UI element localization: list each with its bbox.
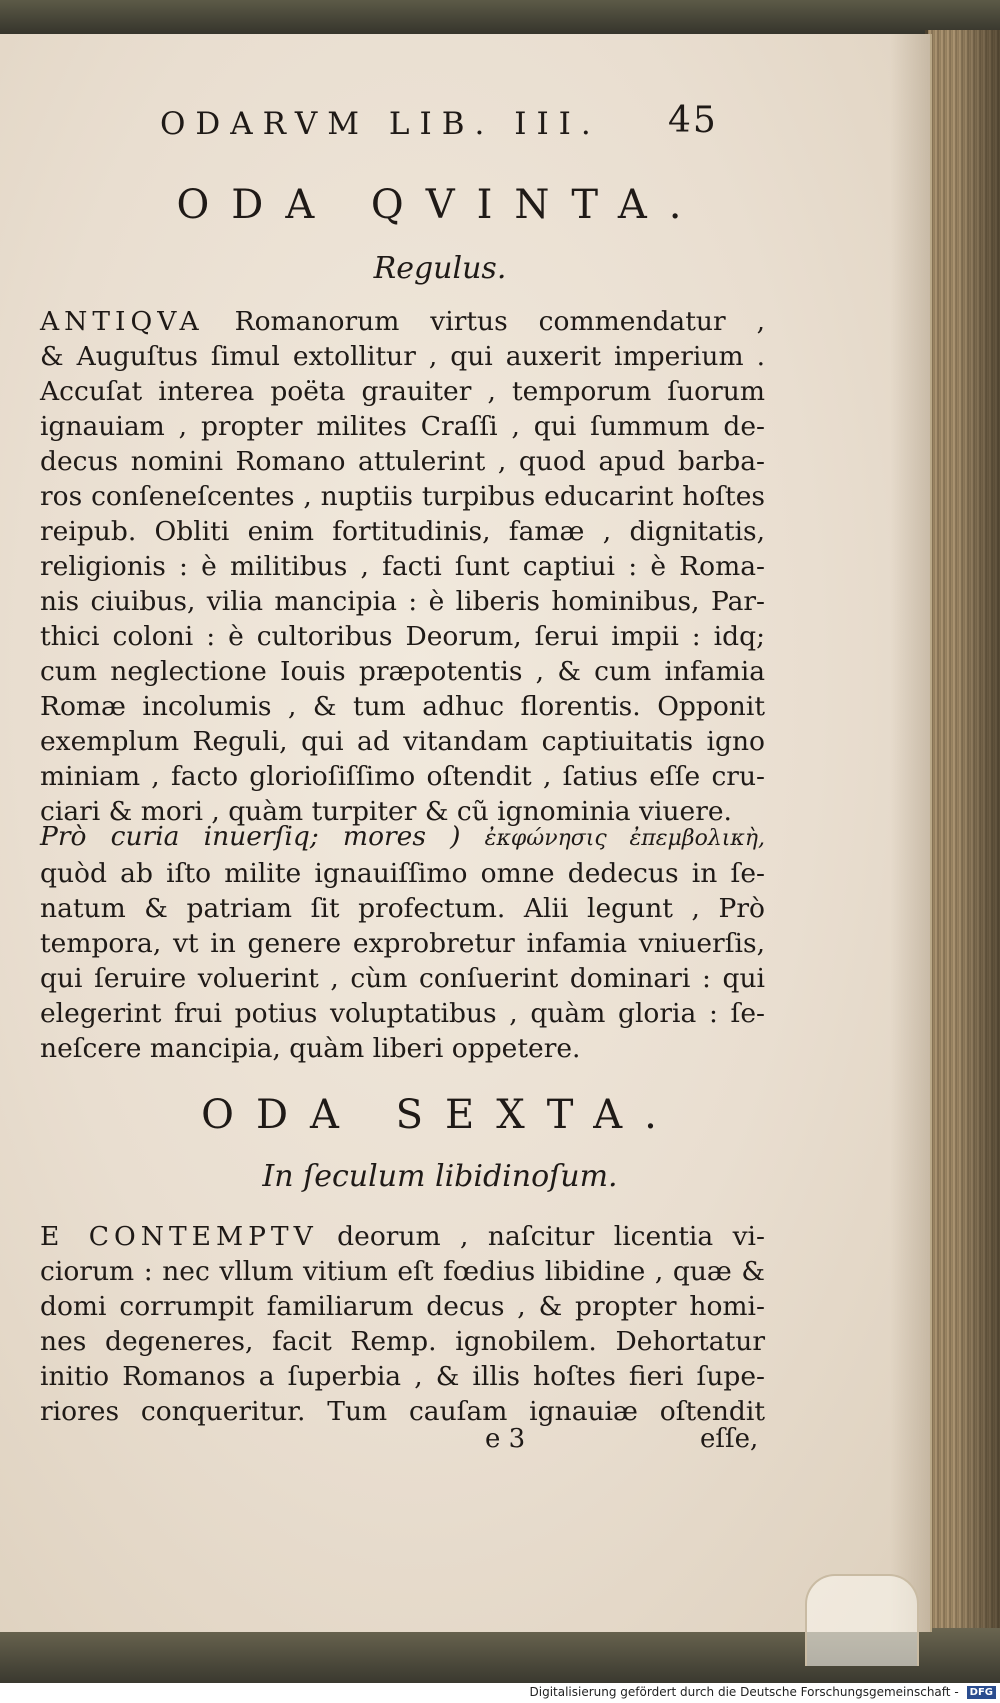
text-line: cum neglectione Iouis præpotentis , & cum infamia	[40, 656, 765, 687]
greek-gloss: ἐκφώνησις ἐπεμβολικὴ,	[484, 826, 765, 851]
text-line: qui ſeruire voluerint , cùm conſuerint dominari : qui	[40, 963, 765, 994]
dfg-logo: DFG	[967, 1686, 996, 1699]
argument-paragraph-quinta	[40, 304, 765, 829]
opening-words: ANTIQVA	[40, 306, 204, 337]
note-lemma: Prò curia inuerſiq; mores )	[40, 821, 461, 852]
catchword: eſſe,	[700, 1424, 759, 1454]
text-line: natum & patriam ſit profectum. Alii legunt , Prò	[40, 893, 765, 924]
text-line: neſcere mancipia, quàm liberi oppetere.	[40, 1033, 581, 1064]
section-title-sexta: ODA SEXTA.	[201, 1092, 679, 1138]
text-line: ciari & mori , quàm turpiter & cũ ignominia viuere.	[40, 796, 732, 827]
line-text: Romanorum virtus commendatur ,	[234, 306, 765, 337]
text-line: & Auguſtus ſimul extollitur , qui auxerit imperium .	[40, 341, 765, 372]
text-line: reipub. Obliti enim fortitudinis, famæ , dignitatis,	[40, 516, 765, 547]
text-line: exemplum Reguli, qui ad vitandam captiuitatis igno	[40, 726, 765, 757]
text-line: tempora, vt in genere exprobretur infamia vniuerſis,	[40, 928, 765, 959]
page-number: 45	[668, 100, 718, 141]
section-subtitle-seculum: In ſeculum libidinoſum.	[262, 1159, 618, 1194]
text-line: decus nomini Romano attulerint , quod apud barba-	[40, 446, 765, 477]
paper-fold-marker	[805, 1574, 919, 1666]
text-line	[40, 304, 765, 339]
text-line: nes degeneres, facit Remp. ignobilem. Dehortatur	[40, 1326, 765, 1357]
text-line: riores conqueritur. Tum cauſam ignauiæ oſtendit	[40, 1396, 765, 1427]
digitization-footer	[0, 1683, 1000, 1703]
line-text: deorum , naſcitur licentia vi-	[337, 1221, 765, 1252]
text-line: ignauiam , propter milites Craſſi , qui ſummum de-	[40, 411, 765, 442]
text-line: nis ciuibus, vilia mancipia : è liberis hominibus, Par-	[40, 586, 765, 617]
opening-words: E CONTEMPTV	[40, 1221, 318, 1252]
text-line: Romæ incolumis , & tum adhuc florentis. Opponit	[40, 691, 765, 722]
text-line	[40, 819, 765, 856]
text-line: religionis : è militibus , facti ſunt captiui : è Roma-	[40, 551, 765, 582]
text-line: thici coloni : è cultoribus Deorum, ſerui impii : idq;	[40, 621, 765, 652]
section-subtitle-regulus: Regulus.	[373, 251, 507, 286]
text-line: elegerint frui potius voluptatibus , quàm gloria : ſe-	[40, 998, 765, 1029]
running-head: ODARVM LIB. III.	[160, 106, 601, 142]
text-line	[40, 1219, 765, 1254]
text-line: miniam , facto glorioſiſſimo oſtendit , ſatius eſſe cru-	[40, 761, 765, 792]
text-line: ciorum : nec vllum vitium eſt fœdius libidine , quæ &	[40, 1256, 765, 1287]
book-page	[0, 34, 932, 1632]
fore-edge-shadow	[955, 30, 1000, 1650]
argument-paragraph-sexta	[40, 1219, 765, 1429]
signature-mark: e 3	[485, 1424, 526, 1454]
commentary-note	[40, 819, 765, 1066]
text-line: Accuſat interea poëta grauiter , temporum ſuorum	[40, 376, 765, 407]
page-gutter-shadow	[890, 34, 930, 1632]
text-line: domi corrumpit familiarum decus , & propter homi-	[40, 1291, 765, 1322]
text-line: initio Romanos a ſuperbia , & illis hoſtes fieri ſupe-	[40, 1361, 765, 1392]
funding-credit: Digitalisierung gefördert durch die Deutsche Forschungsgemeinschaft -	[529, 1685, 959, 1699]
section-title-quinta: ODA QVINTA.	[176, 182, 704, 228]
text-line: ros conſeneſcentes , nuptiis turpibus educarint hoſtes	[40, 481, 765, 512]
text-line: quòd ab iſto milite ignauiſſimo omne dedecus in ſe-	[40, 858, 765, 889]
